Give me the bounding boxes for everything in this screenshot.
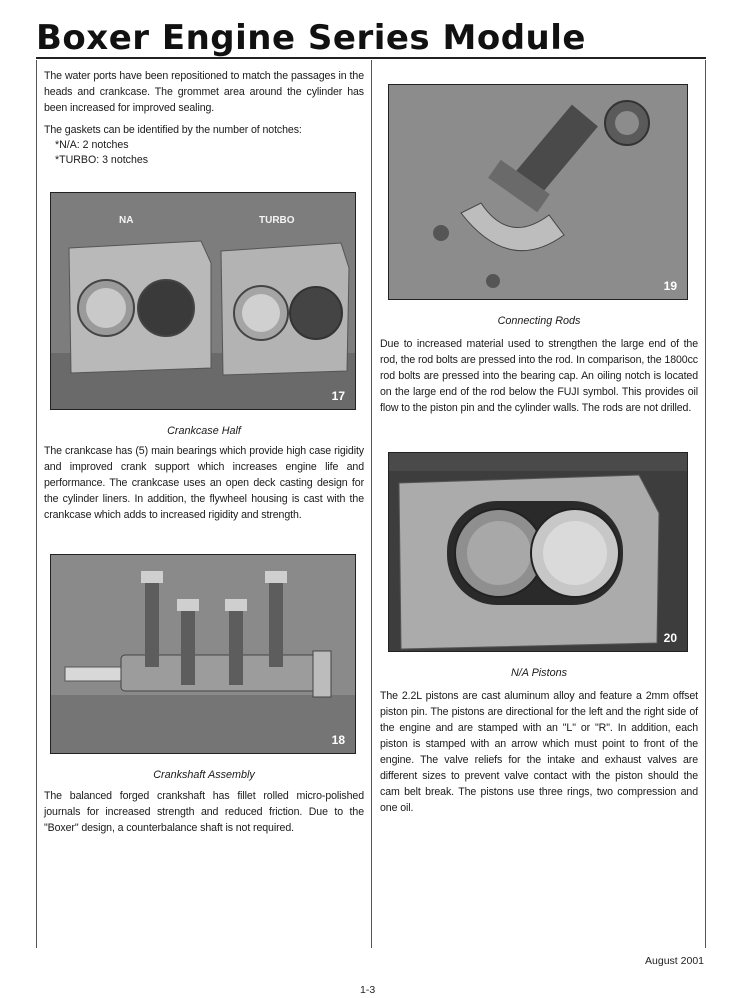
figure-number-17: 17 bbox=[331, 389, 345, 403]
right-border bbox=[705, 60, 706, 948]
figure-number-18: 18 bbox=[331, 733, 345, 747]
water-ports-paragraph: The water ports have been repositioned to match the passages in the heads and crankcase. The grommet area around the cylinder has been increased for improved sealing. bbox=[44, 70, 364, 114]
crankcase-half-photo bbox=[50, 192, 356, 410]
caption-connecting-rods: Connecting Rods bbox=[497, 315, 581, 327]
figure-number-19: 19 bbox=[663, 279, 677, 293]
crankcase-paragraph: The crankcase has (5) main bearings which provide high case rigidity and improved crank support which increases engine life and performance. The crankcase uses an open deck casting design for the cylinder liners. In addition, the flywheel housing is cast with the crankcase which adds to increased rigidity and strength. bbox=[44, 445, 364, 521]
label-turbo: TURBO bbox=[259, 215, 295, 226]
crankshaft-illustration bbox=[51, 555, 355, 753]
gasket-note-turbo: *TURBO: 3 notches bbox=[55, 154, 149, 166]
gasket-intro: The gaskets can be identified by the number of notches: bbox=[44, 124, 302, 136]
connecting-rods-photo bbox=[388, 84, 688, 300]
crankcase-illustration bbox=[51, 193, 355, 409]
gasket-notch-list bbox=[44, 138, 364, 168]
left-border bbox=[36, 60, 37, 948]
crankshaft-paragraph: The balanced forged crankshaft has fillet rolled micro-polished journals for increased strength and reduced friction. Due to the "Boxer" design, a counterbalance shaft is not required. bbox=[44, 790, 364, 834]
na-pistons-photo bbox=[388, 452, 688, 652]
label-na: NA bbox=[119, 215, 134, 226]
column-divider bbox=[371, 60, 372, 948]
connecting-rods-paragraph: Due to increased material used to strengthen the large end of the rod, the rod bolts are pressed into the rod. In comparison, the 1800cc rod bolts are pressed into the bearing cap. An oiling notch is located on the large end of the rod below the FUJI symbol. This provides oil flow to the piston pin and the cylinder walls. The rods are not drilled. bbox=[380, 338, 698, 414]
footer-date: August 2001 bbox=[645, 955, 704, 967]
caption-na-pistons: N/A Pistons bbox=[510, 667, 567, 679]
gasket-note-na: *N/A: 2 notches bbox=[55, 139, 129, 151]
pistons-paragraph: The 2.2L pistons are cast aluminum alloy and feature a 2mm offset piston pin. The pistons are directional for the left and the right side of the engine and are stamped with an "L" or "R". In addition, each piston is stamped with an arrow which must point to front of the engine. The valve reliefs for the intake and exhaust valves are different sizes to prevent valve contact with the piston should the cam belt break. The pistons use three rings, two compression and one oil. bbox=[380, 690, 698, 814]
connecting-rod-illustration bbox=[389, 85, 687, 299]
caption-crankcase-half: Crankcase Half bbox=[167, 425, 241, 437]
crankshaft-photo bbox=[50, 554, 356, 754]
page-title: Boxer Engine Series Module bbox=[36, 18, 586, 58]
pistons-illustration bbox=[389, 453, 687, 651]
figure-number-20: 20 bbox=[663, 631, 677, 645]
title-rule bbox=[36, 57, 706, 59]
page-number: 1-3 bbox=[360, 984, 376, 996]
caption-crankshaft-assembly: Crankshaft Assembly bbox=[153, 769, 255, 781]
left-column-top bbox=[44, 68, 364, 168]
